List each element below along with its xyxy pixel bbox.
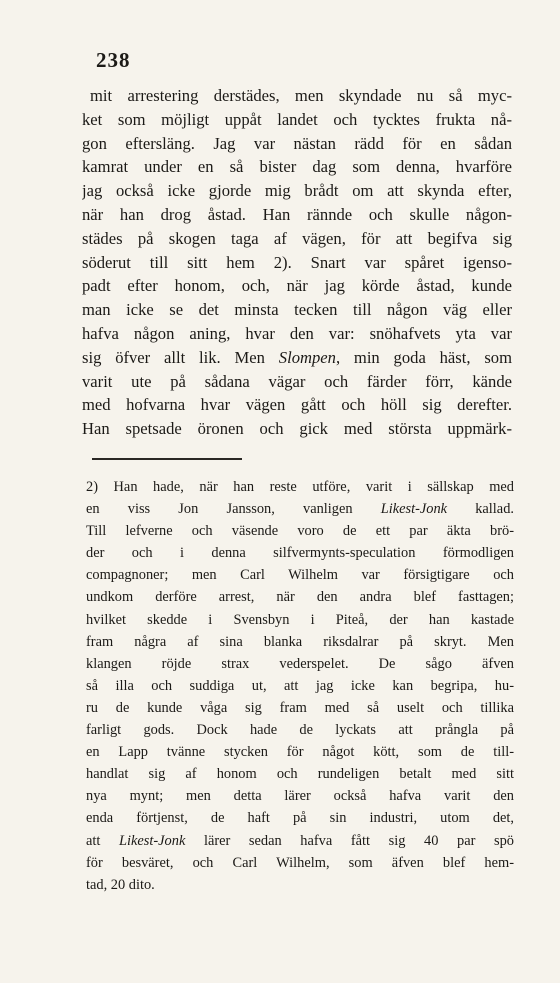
body-line: hafva någon aning, hvar den var: snöhafvets yta var bbox=[82, 323, 512, 343]
body-line: när han drog åstad. Han rännde och skulle någon- bbox=[82, 204, 512, 224]
footnote-line: fram några af sina blanka riksdalrar på skryt. Men bbox=[86, 633, 514, 650]
footnote-line: en Lapp tvänne stycken för något kött, som de till- bbox=[86, 744, 514, 761]
footnote-line: en viss Jon Jansson, vanligen Likest-Jonk kallad. bbox=[86, 501, 514, 518]
body-line: ket som möjligt uppåt landet och tycktes frukta nå- bbox=[82, 109, 512, 129]
footnote-line: farligt gods. Dock hade de lyckats att prångla på bbox=[86, 722, 514, 739]
footnote-line: Till lefverne och väsende voro de ett par äkta brö- bbox=[86, 523, 514, 540]
body-text bbox=[82, 84, 512, 441]
footnote-line: tad, 20 dito. bbox=[86, 876, 155, 893]
footnote-line: ru de kunde våga sig fram med så uselt och tillika bbox=[86, 699, 514, 716]
body-line: padt efter honom, och, när jag körde åstad, kunde bbox=[82, 276, 512, 296]
footnote-line: klangen röjde strax vederspelet. De sågo äfven bbox=[86, 655, 514, 672]
body-line: gon eftersläng. Jag var nästan rädd för en sådan bbox=[82, 133, 512, 153]
body-line: kamrat under en så bister dag som denna, hvarföre bbox=[82, 157, 512, 177]
footnote-line: undkom derföre arrest, när den andra blef fasttagen; bbox=[86, 589, 514, 606]
footnote-line: compagnoner; men Carl Wilhelm var försigtigare och bbox=[86, 567, 514, 584]
footnote-line: 2) Han hade, när han reste utföre, varit i sällskap med bbox=[86, 479, 514, 495]
footnote-line: handlat sig af honom och rundeligen betalt med sitt bbox=[86, 766, 514, 783]
footnote-line: att Likest-Jonk lärer sedan hafva fått sig 40 par spö bbox=[86, 832, 514, 849]
body-line: man icke se det minsta tecken till någon väg eller bbox=[82, 300, 512, 320]
footnote-line: der och i denna silfvermynts-speculation förmodligen bbox=[86, 545, 514, 562]
page-number: 238 bbox=[96, 48, 131, 72]
body-line: söderut till sitt hem 2). Snart var spåret igenso- bbox=[82, 252, 512, 272]
footnote-line: enda förtjenst, de haft på sin industri, utom det, bbox=[86, 810, 514, 827]
body-line: mit arrestering derstädes, men skyndade nu så myc- bbox=[90, 86, 512, 105]
footnote-line: så illa och suddiga ut, att jag icke kan begripa, hu- bbox=[86, 677, 514, 694]
body-line: Han spetsade öronen och gick med största uppmärk- bbox=[82, 419, 512, 439]
body-line: med hofvarna hvar vägen gått och höll sig derefter. bbox=[82, 395, 512, 415]
footnote bbox=[86, 476, 514, 896]
footnote-line: nya mynt; men detta lärer också hafva varit den bbox=[86, 788, 514, 805]
footnote-line: för besväret, och Carl Wilhelm, som äfven blef hem- bbox=[86, 854, 514, 871]
footnote-rule bbox=[92, 458, 242, 460]
body-line: sig öfver allt lik. Men Slompen, min goda häst, som bbox=[82, 347, 512, 367]
body-line: jag också icke gjorde mig brådt om att skynda efter, bbox=[82, 181, 512, 201]
body-line: varit ute på sådana vägar och färder förr, kände bbox=[82, 371, 512, 391]
footnote-line: hvilket skedde i Svensbyn i Piteå, der han kastade bbox=[86, 611, 514, 628]
body-line: städes på skogen taga af vägen, för att begifva sig bbox=[82, 228, 512, 248]
